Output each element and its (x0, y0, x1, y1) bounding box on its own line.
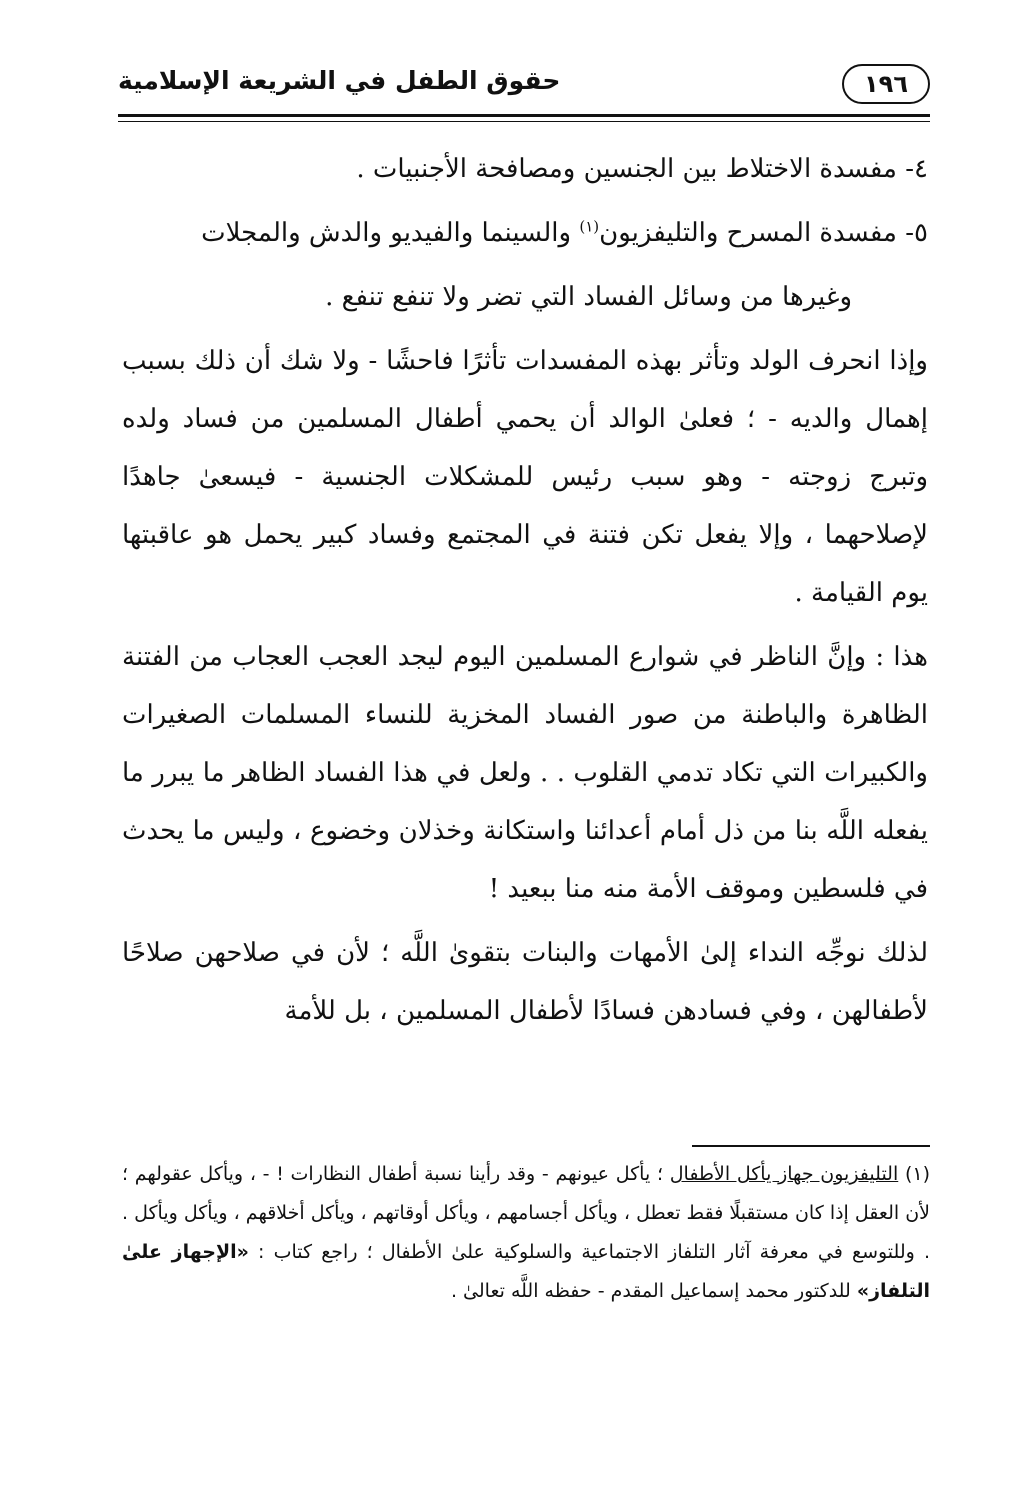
header-rule-thin (118, 121, 930, 122)
footnote-reference[interactable]: (١) (579, 217, 600, 236)
footnote-1 (122, 1155, 930, 1311)
footnote-underlined-phrase: التليفزيون جهاز يأكل الأطفال (669, 1163, 899, 1185)
main-text (122, 140, 928, 1046)
list-item-4: ٤- مفسدة الاختلاط بين الجنسين ومصافحة الأجنبيات . (356, 154, 928, 184)
paragraph-1: وإذا انحرف الولد وتأثر بهذه المفسدات تأثرًا فاحشًا - ولا شك أن ذلك بسبب إهمال والديه - ؛ فعلىٰ الوالد أن يحمي أطفال المسلمين من فساد ولده وتبرج زوجته - وهو سبب رئيس للمشكلات الجنسية - فيسعىٰ جاهدًا لإصلاحهما ، وإلا يفعل تكن فتنة في المجتمع وفساد كبير يحمل هو عاقبتها يوم القيامة . (122, 346, 928, 608)
list-item-5-continuation: وغيرها من وسائل الفساد التي تضر ولا تنفع تنفع . (325, 282, 852, 312)
page-header (118, 58, 930, 110)
list-item-5-end: والسينما والفيديو والدش والمجلات (201, 218, 580, 248)
footnote-book-title: «الإجهاز علىٰ التلفاز» (122, 1241, 930, 1302)
paragraph-3: لذلك نوجِّه النداء إلىٰ الأمهات والبنات بتقوىٰ اللَّه ؛ لأن في صلاحهن صلاحًا لأطفالهن ، وفي فسادهن فسادًا لأطفال المسلمين ، بل للأمة (122, 938, 928, 1026)
running-title: حقوق الطفل في الشريعة الإسلامية (118, 66, 561, 95)
list-item-5-start: ٥- مفسدة المسرح والتليفزيون (599, 218, 928, 248)
footnote-text-a: ؛ يأكل عيونهم - وقد رأينا نسبة أطفال النظارات ! - ، ويأكل عقولهم ؛ لأن العقل إذا كان مستقبلًا فقط تعطل ، ويأكل أجسامهم ، ويأكل أوقاتهم ، ويأكل أخلاقهم ، ويأكل ويأكل . . وللتوسع في معرفة آثار التلفاز الاجتماعية والسلوكية علىٰ الأطفال ؛ راجع كتاب : (122, 1163, 930, 1263)
page-number: ١٩٦ (842, 64, 930, 104)
footnote-separator (692, 1145, 930, 1147)
footnote-text-b: للدكتور محمد إسماعيل المقدم - حفظه اللَّه تعالىٰ . (450, 1280, 857, 1302)
footnote (122, 1155, 930, 1311)
list-item-5 (122, 204, 928, 262)
footnote-marker: (١) (898, 1163, 931, 1185)
header-rule-thick (118, 114, 930, 117)
paragraph-2: هذا : وإنَّ الناظر في شوارع المسلمين اليوم ليجد العجب العجاب من الفتنة الظاهرة والباطنة من صور الفساد المخزية للنساء المسلمات الصغيرات والكبيرات التي تكاد تدمي القلوب . . ولعل في هذا الفساد الظاهر ما يبرر ما يفعله اللَّه بنا من ذل أمام أعدائنا واستكانة وخذلان وخضوع ، وليس ما يحدث في فلسطين وموقف الأمة منه منا ببعيد ! (122, 642, 928, 904)
